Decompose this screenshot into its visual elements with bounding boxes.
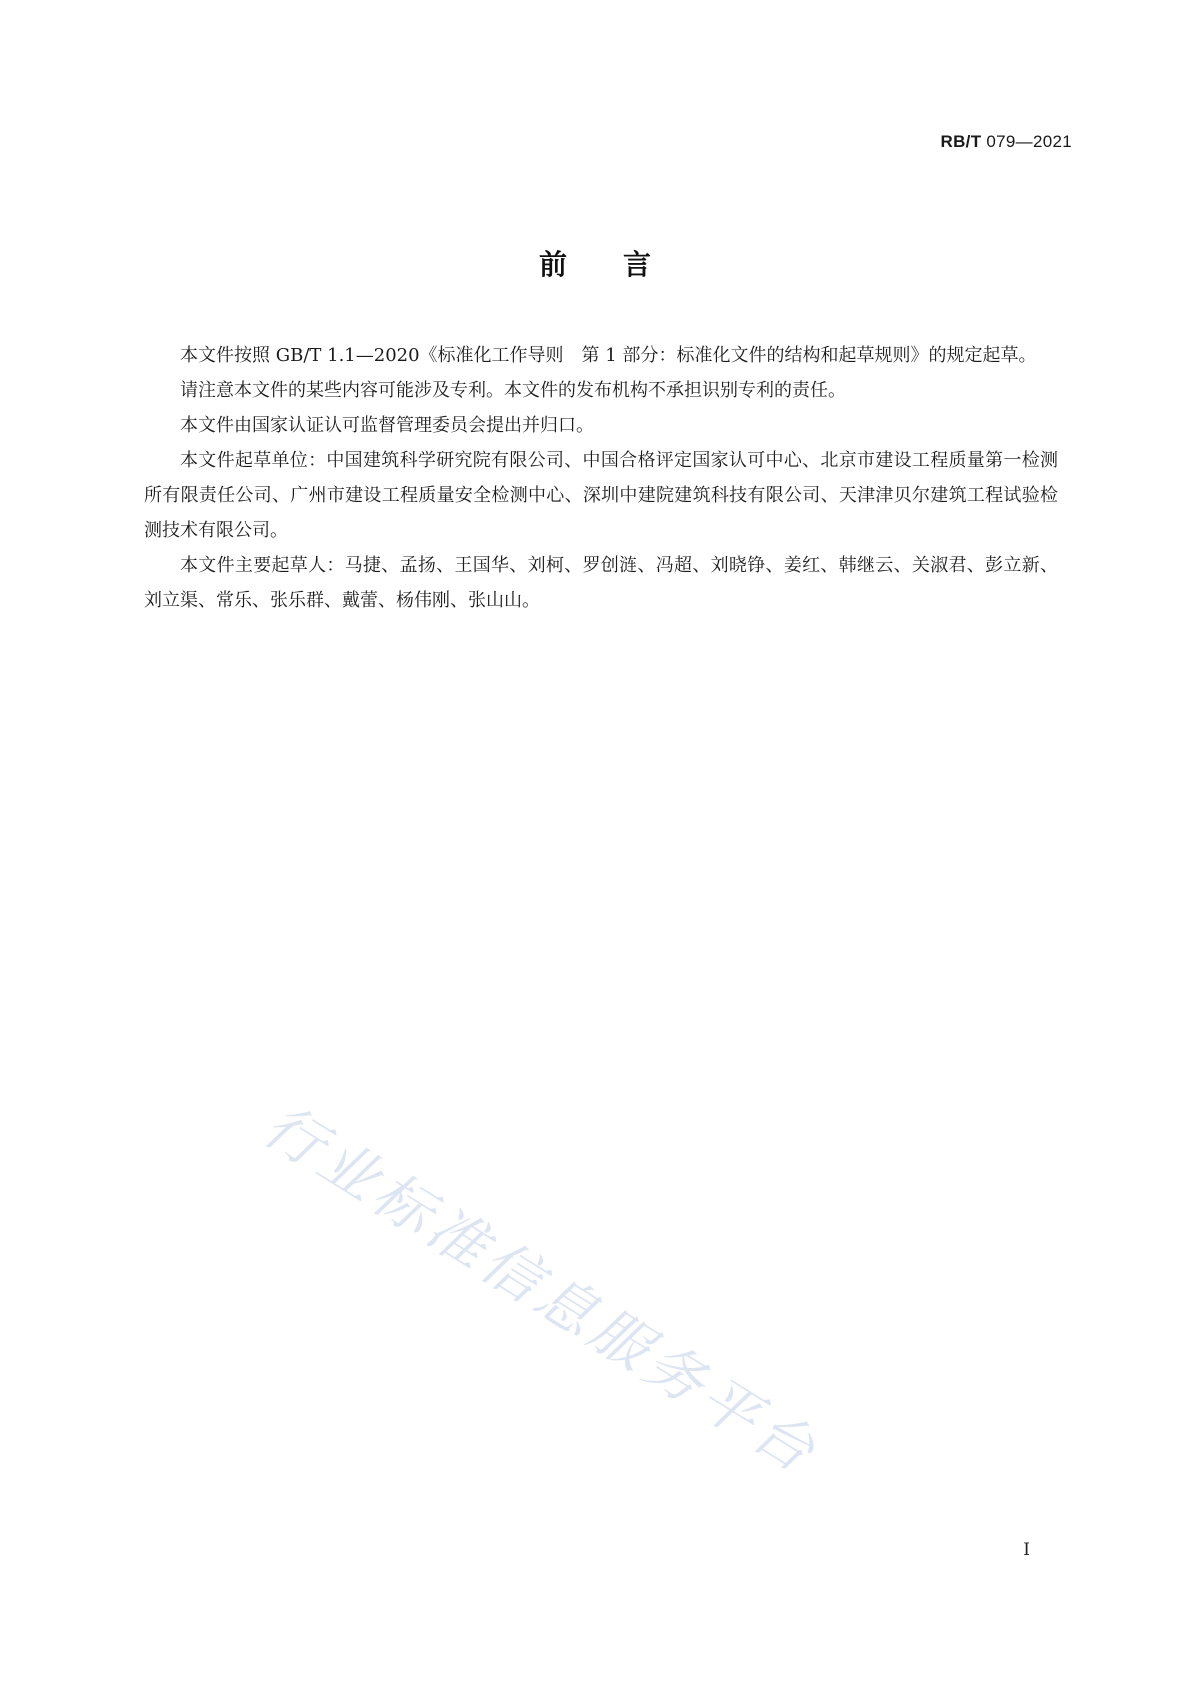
page-number: Ⅰ <box>1023 1540 1030 1560</box>
document-code-number: 079—2021 <box>981 132 1072 151</box>
document-code <box>941 132 1072 152</box>
paragraph-drafters: 本文件主要起草人：马捷、孟扬、王国华、刘柯、罗创涟、冯超、刘晓铮、姜红、韩继云、关淑君、彭立新、刘立渠、常乐、张乐群、戴蕾、杨伟刚、张山山。 <box>144 555 1058 611</box>
document-code-prefix: RB/T <box>940 132 982 151</box>
paragraph-drafting-rules: 本文件按照 GB/T 1.1—2020《标准化工作导则 第 1 部分：标准化文件的结构和起草规则》的规定起草。 <box>180 345 1037 366</box>
paragraph-patent-notice: 请注意本文件的某些内容可能涉及专利。本文件的发布机构不承担识别专利的责任。 <box>180 380 846 401</box>
page-title: 前言 <box>538 248 707 281</box>
paragraph-drafting-units: 本文件起草单位：中国建筑科学研究院有限公司、中国合格评定国家认可中心、北京市建设工程质量第一检测所有限责任公司、广州市建设工程质量安全检测中心、深圳中建院建筑科技有限公司、天津津贝尔建筑工程试验检测技术有限公司。 <box>144 450 1058 541</box>
paragraph-proposer: 本文件由国家认证认可监督管理委员会提出并归口。 <box>180 415 594 436</box>
document-body <box>144 338 1058 618</box>
watermark-text: 行业标准信息服务平台 <box>252 1091 831 1488</box>
